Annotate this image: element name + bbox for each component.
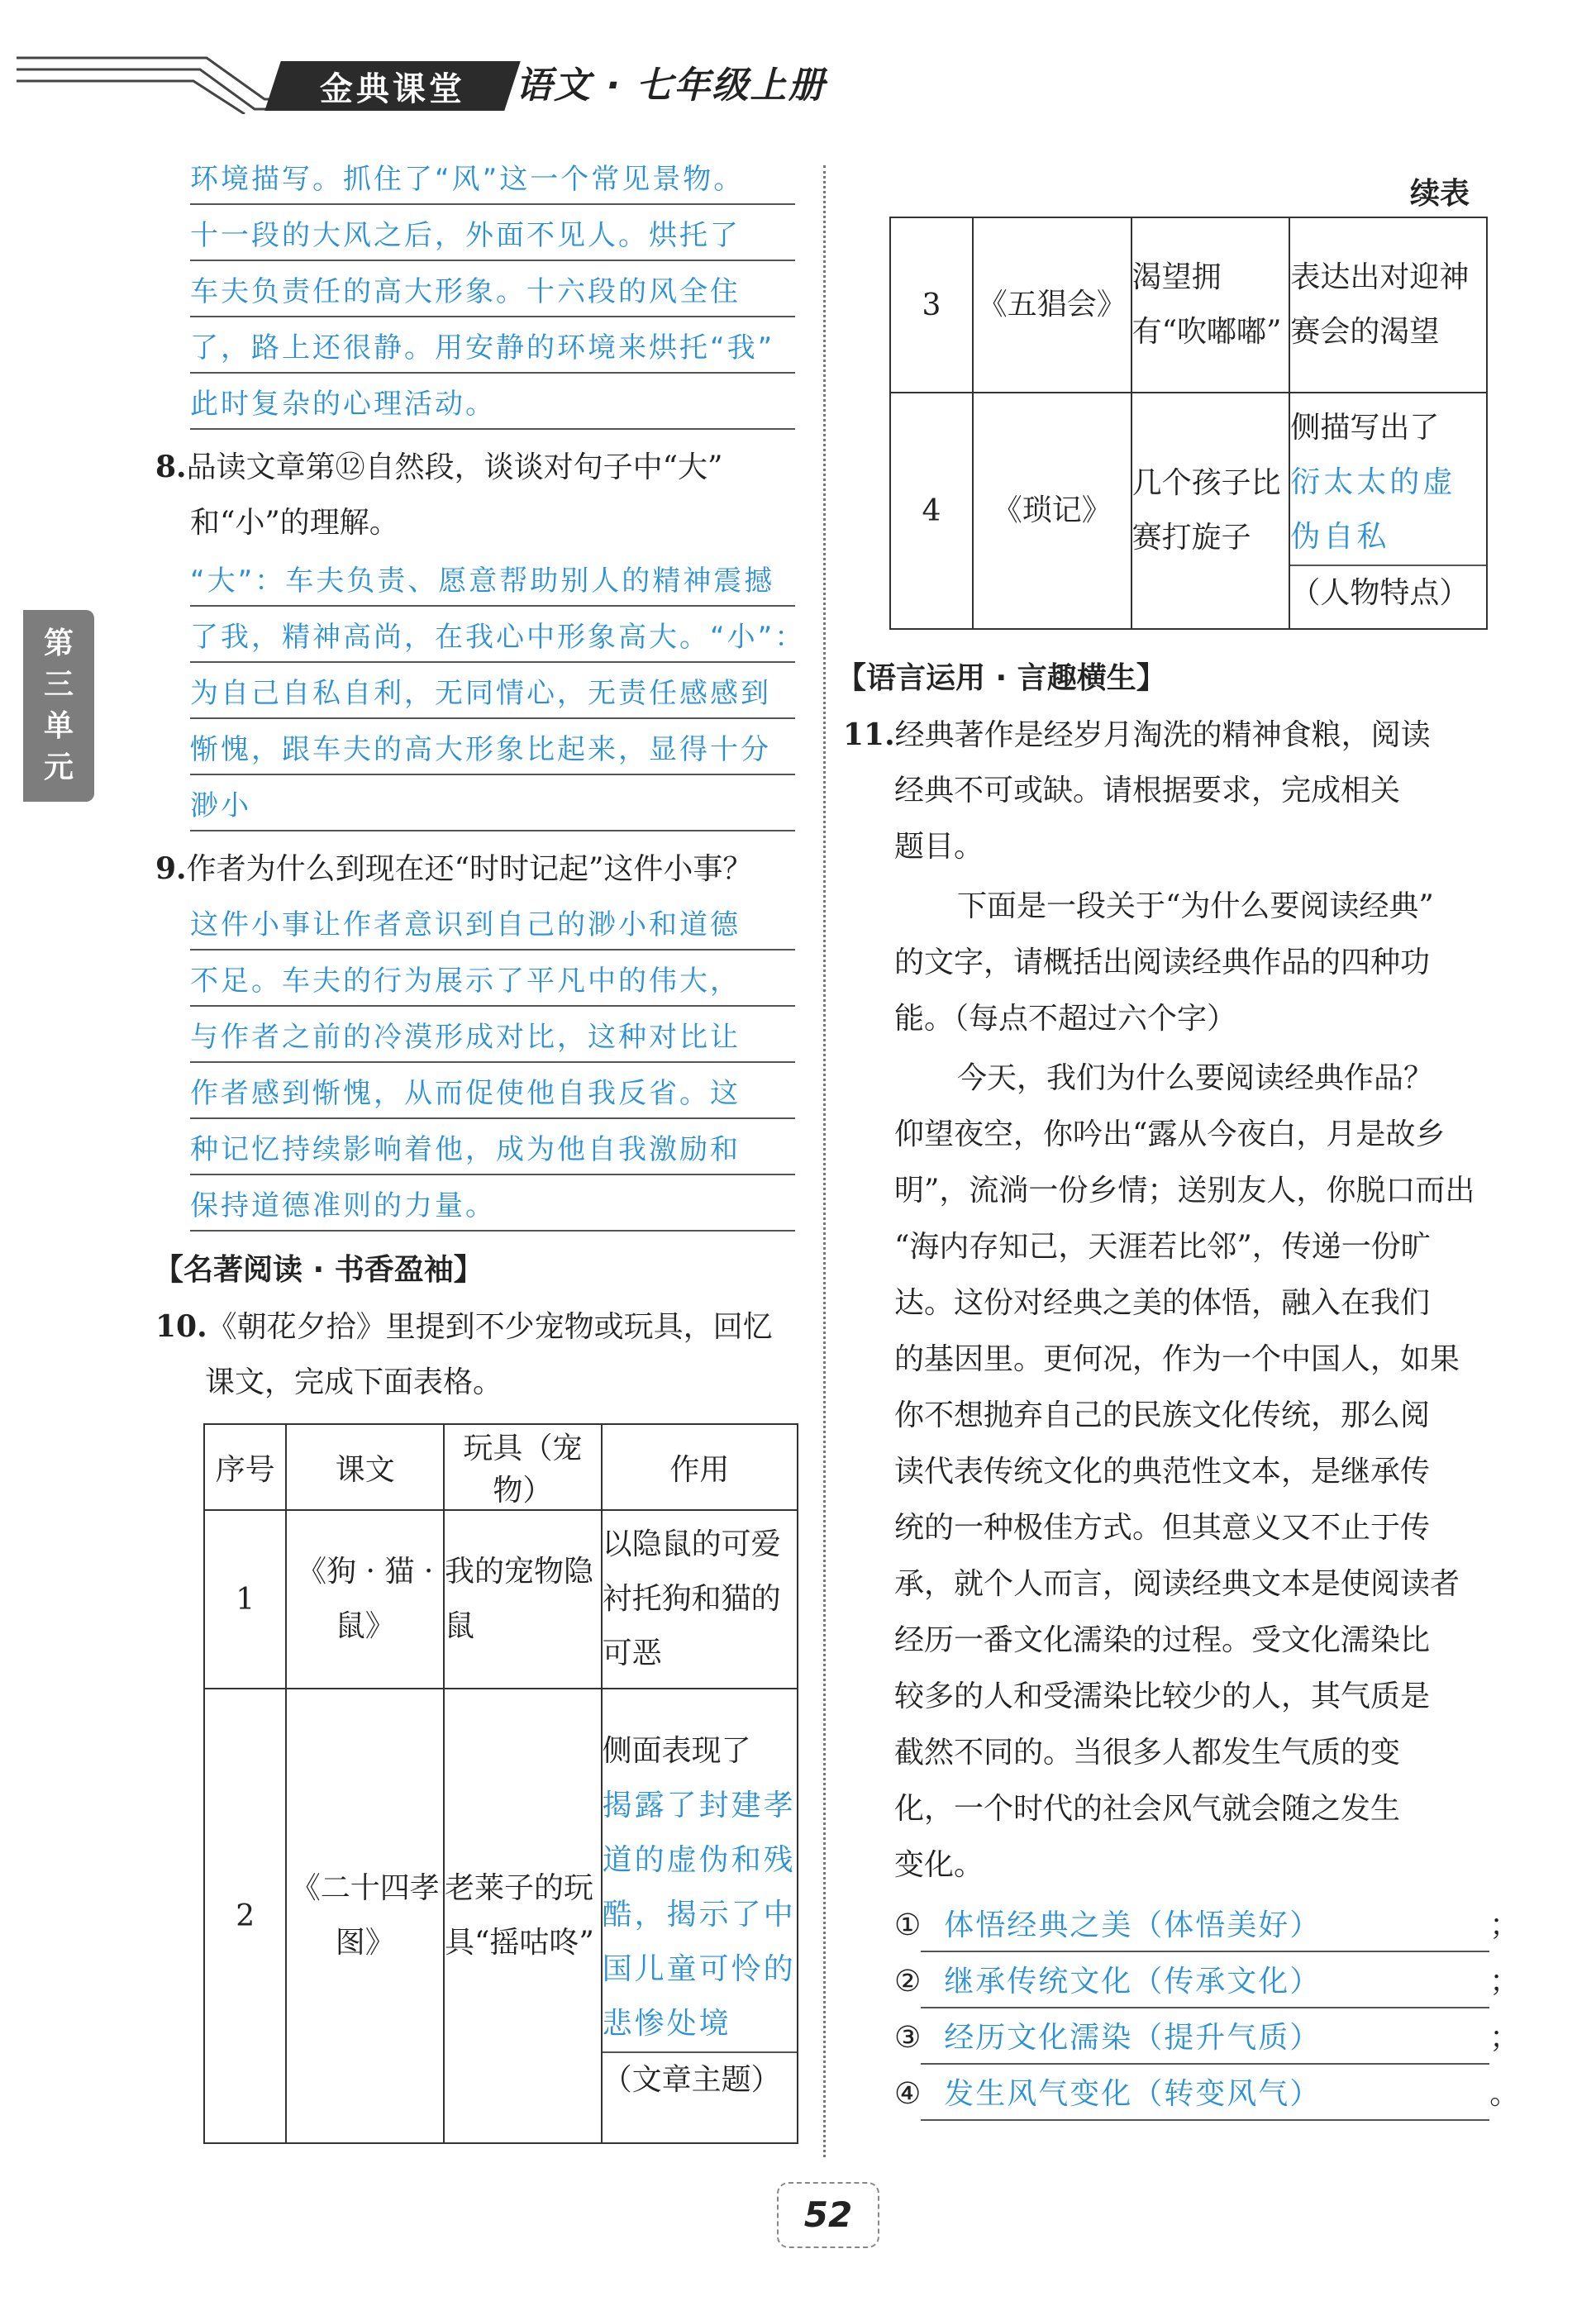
- table-cell: 渴望拥有“吹嘟嘟”: [1131, 217, 1290, 393]
- table-row: [204, 1689, 798, 2143]
- q10-table-continued: [889, 217, 1488, 630]
- q8-answer-line: “大”：车夫负责、愿意帮助别人的精神震撼: [190, 557, 795, 607]
- q11-answer-2: ② 继承传统文化（传承文化） ；: [894, 1957, 1519, 2007]
- q11-passage-line: 达。这份对经典之美的体悟，融入在我们: [894, 1286, 1431, 1320]
- q8-prompt-cont: 和“小”的理解。: [190, 506, 399, 540]
- q8-answer-line: 为自己自私自利，无同情心，无责任感感到: [190, 669, 795, 719]
- table-cell: 侧面表现了 揭露了封建孝道的虚伪和残酷，揭示了中国儿童可怜的悲惨处境（文章主题）: [602, 1689, 798, 2143]
- q11-prompt-cont: 题目。: [894, 830, 984, 864]
- unit-side-tab: 第 三 单 元: [23, 610, 94, 802]
- q9-answer-line: 种记忆持续影响着他，成为他自我激励和: [190, 1126, 795, 1175]
- table-cell: 老莱子的玩具“摇咕咚”: [444, 1689, 602, 2143]
- q11-passage-line: 较多的人和受濡染比较少的人，其气质是: [894, 1679, 1431, 1713]
- q8-answer-line: 渺小: [190, 782, 795, 831]
- q11-passage-line: 今天，我们为什么要阅读经典作品？: [957, 1061, 1434, 1095]
- q7-answer-line: 车夫负责任的高大形象。十六段的风全住: [190, 268, 795, 317]
- table-header: 作用: [602, 1424, 798, 1510]
- table-cell: 我的宠物隐鼠: [444, 1510, 602, 1689]
- table-header: 课文: [286, 1424, 444, 1510]
- q11-prompt: 11.经典著作是经岁月淘洗的精神食粮，阅读: [843, 717, 1431, 752]
- q11-passage-line: 的基因里。更何况，作为一个中国人，如果: [894, 1342, 1460, 1376]
- q11-passage-line: 变化。: [894, 1848, 984, 1882]
- q9-answer-line: 不足。车夫的行为展示了平凡中的伟大，: [190, 957, 795, 1007]
- q9-answer-line: 与作者之前的冷漠形成对比，这种对比让: [190, 1013, 795, 1063]
- q9-answer-line: 作者感到惭愧，从而促使他自我反省。这: [190, 1070, 795, 1119]
- q11-intro: 的文字，请概括出阅读经典作品的四种功: [894, 946, 1431, 979]
- q7-answer-line: 了，路上还很静。用安静的环境来烘托“我”: [190, 324, 795, 374]
- section-heading-language: 【语言运用 · 言趣横生】: [836, 661, 1166, 695]
- section-heading-classics: 【名著阅读 · 书香盈袖】: [154, 1253, 484, 1287]
- table-header: 玩具（宠物）: [444, 1424, 602, 1510]
- q8-answer-line: 惭愧，跟车夫的高大形象比起来，显得十分: [190, 726, 795, 775]
- q10-answer-fill: 衍太太的虚伪自私: [1290, 455, 1486, 566]
- table-cell: 表达出对迎神赛会的渴望: [1289, 217, 1487, 393]
- column-divider: [823, 165, 827, 2157]
- q11-answer-3: ③ 经历文化濡染（提升气质） ；: [894, 2013, 1519, 2063]
- q11-intro: 下面是一段关于“为什么要阅读经典”: [957, 889, 1434, 923]
- q11-passage-line: 读代表传统文化的典范性文本，是继承传: [894, 1455, 1431, 1489]
- q7-answer-line: 环境描写。抓住了“风”这一个常见景物。: [190, 155, 795, 205]
- table-row: [890, 393, 1487, 629]
- table-cell: 3: [890, 217, 973, 393]
- q11-passage-line: 承，就个人而言，阅读经典文本是使阅读者: [894, 1567, 1460, 1601]
- q11-prompt-cont: 经典不可或缺。请根据要求，完成相关: [894, 774, 1401, 808]
- table-row: [890, 217, 1487, 393]
- q11-passage-line: 你不想抛弃自己的民族文化传统，那么阅: [894, 1398, 1431, 1432]
- q7-answer-line: 十一段的大风之后，外面不见人。烘托了: [190, 212, 795, 261]
- q10-answer-fill: 揭露了封建孝道的虚伪和残酷，揭示了中国儿童可怜的悲惨处境: [603, 1779, 797, 2053]
- table-row: [204, 1510, 798, 1689]
- q9-prompt: 9.作者为什么到现在还“时时记起”这件小事？: [155, 851, 753, 886]
- q11-answer-1: ① 体悟经典之美（体悟美好） ；: [894, 1901, 1519, 1951]
- table-cell: 几个孩子比赛打旋子: [1131, 393, 1290, 629]
- q11-intro: 能。（每点不超过六个字）: [894, 1002, 1237, 1036]
- q11-passage-line: 统的一种极佳方式。但其意义又不止于传: [894, 1511, 1431, 1545]
- table-cell: 4: [890, 393, 973, 629]
- table-cell: 《五猖会》: [973, 217, 1131, 393]
- q11-passage-line: 截然不同的。当很多人都发生气质的变: [894, 1736, 1401, 1770]
- brand-logo: 金典课堂: [264, 61, 520, 111]
- q7-answer-line: 此时复杂的心理活动。: [190, 380, 795, 430]
- q10-prompt: 10.《朝花夕拾》里提到不少宠物或玩具，回忆: [155, 1309, 773, 1344]
- q9-answer-line: 保持道德准则的力量。: [190, 1182, 795, 1232]
- q11-passage-line: 经历一番文化濡染的过程。受文化濡染比: [894, 1623, 1431, 1657]
- table-header: 序号: [204, 1424, 286, 1510]
- q11-passage-line: 仰望夜空，你吟出“露从今夜白，月是故乡: [894, 1117, 1446, 1151]
- q10-table: [203, 1423, 798, 2144]
- q10-prompt-cont: 课文，完成下面表格。: [205, 1365, 503, 1399]
- table-cell: 《二十四孝图》: [286, 1689, 444, 2143]
- q9-answer-line: 这件小事让作者意识到自己的渺小和道德: [190, 901, 795, 951]
- table-cell: 以隐鼠的可爱衬托狗和猫的可恶: [602, 1510, 798, 1689]
- table-cell: 2: [204, 1689, 286, 2143]
- q8-prompt: 8.品读文章第⑫自然段，谈谈对句子中“大”: [155, 450, 723, 484]
- q11-passage-line: “海内存知己，天涯若比邻”，传递一份旷: [894, 1230, 1431, 1264]
- q11-passage-line: 明”，流淌一份乡情；送别友人，你脱口而出: [894, 1174, 1475, 1208]
- table-cell: 《狗 · 猫 · 鼠》: [286, 1510, 444, 1689]
- q11-passage-line: 化，一个时代的社会风气就会随之发生: [894, 1792, 1401, 1826]
- table-header-row: [204, 1424, 798, 1510]
- continued-table-label: 续表: [1410, 177, 1470, 211]
- book-subject-title: 语文 · 七年级上册: [516, 64, 827, 107]
- page-number: 52: [777, 2182, 879, 2248]
- table-cell: 侧描写出了 衍太太的虚伪自私（人物特点）: [1289, 393, 1487, 629]
- table-cell: 1: [204, 1510, 286, 1689]
- table-cell: 《琐记》: [973, 393, 1131, 629]
- header-decoration-lines: [17, 48, 289, 114]
- q11-answer-4: ④ 发生风气变化（转变风气） 。: [894, 2070, 1519, 2119]
- q8-answer-line: 了我，精神高尚，在我心中形象高大。“小”：: [190, 613, 795, 663]
